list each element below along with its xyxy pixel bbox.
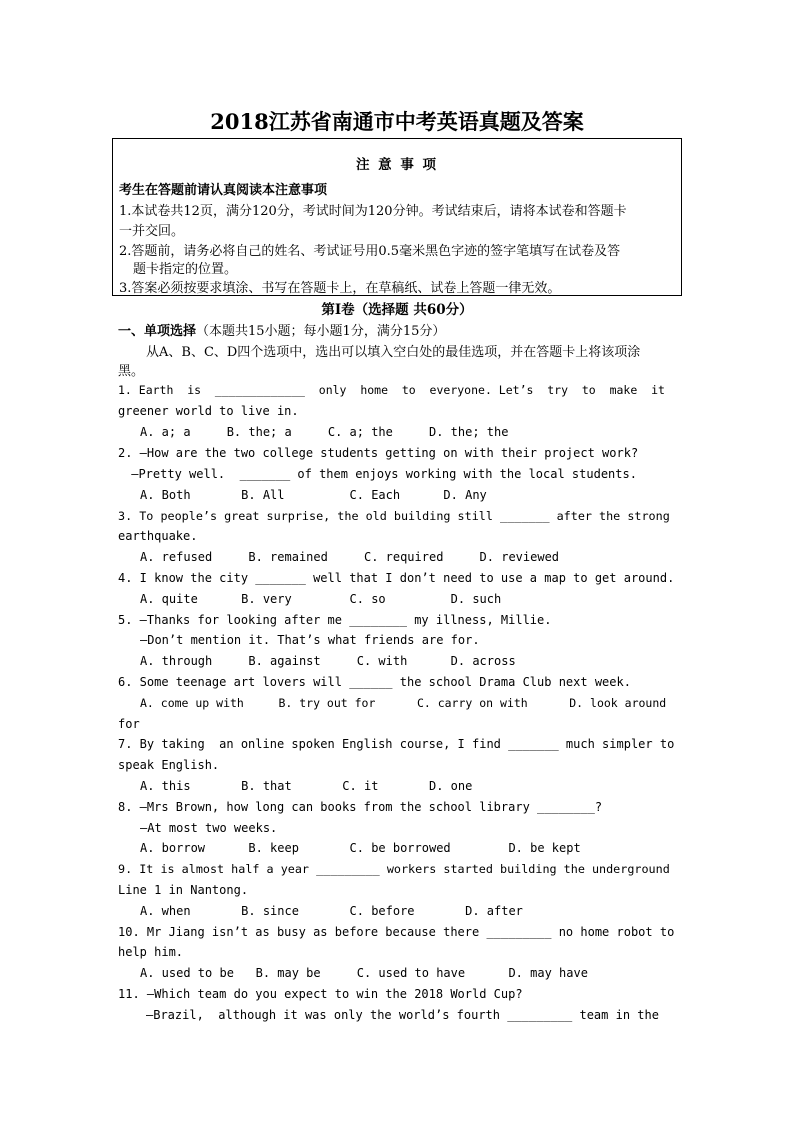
section-instruction: 从A、B、C、D四个选项中，选出可以填入空白处的最佳选项，并在答题卡上将该项涂 [146,345,641,360]
part-title: 第Ⅰ卷（选择题 共60分） [321,302,473,318]
question-7-options: A. this B. that C. it D. one [140,779,473,793]
question-1-cont: greener world to live in. [118,404,299,418]
question-2: 2. —How are the two college students getting on with their project work? [118,446,639,460]
question-8-options: A. borrow B. keep C. be borrowed D. be kept [140,841,581,855]
question-7-cont: speak English. [118,758,220,772]
question-6-options-cont: for [118,717,140,731]
question-8-reply: —At most two weeks. [140,821,278,835]
question-3: 3. To people’s great surprise, the old building still _______ after the strong [118,509,670,523]
question-10: 10. Mr Jiang isn’t as busy as before because there _________ no home robot to [118,925,675,939]
question-3-options: A. refused B. remained C. required D. reviewed [140,550,560,564]
question-6: 6. Some teenage art lovers will ______ the school Drama Club next week. [118,675,631,689]
notice-subheading: 考生在答题前请认真阅读本注意事项 [119,183,328,198]
notice-item-3: 3.答案必须按要求填涂、书写在答题卡上，在草稿纸、试卷上答题一律无效。 [119,281,561,296]
question-6-options: A. come up with B. try out for C. carry on with D. look around [140,696,667,710]
question-5-reply: —Don’t mention it. That’s what friends are for. [140,633,480,647]
question-4: 4. I know the city _______ well that I don’t need to use a map to get around. [118,571,675,585]
question-5: 5. —Thanks for looking after me ________ my illness, Millie. [118,613,552,627]
question-10-cont: help him. [118,945,184,959]
question-1-options: A. a; a B. the; a C. a; the D. the; the [140,425,509,439]
notice-item-1-cont: 一并交回。 [119,224,185,239]
question-7: 7. By taking an online spoken English course, I find _______ much simpler to [118,737,675,751]
question-10-options: A. used to be B. may be C. used to have D. may have [140,966,588,980]
section-info: （本题共15小题；每小题1分，满分15分） [196,324,446,339]
question-9: 9. It is almost half a year _________ workers started building the underground [118,862,670,876]
notice-item-1: 1.本试卷共12页，满分120分，考试时间为120分钟。考试结束后，请将本试卷和答题卡 [119,204,627,219]
question-11: 11. —Which team do you expect to win the 2018 World Cup? [118,987,523,1001]
question-1: 1. Earth is _____________ only home to everyone. Let’s try to make it [118,383,665,397]
question-4-options: A. quite B. very C. so D. such [140,592,502,606]
question-2-options: A. Both B. All C. Each D. Any [140,488,487,502]
question-8: 8. —Mrs Brown, how long can books from the school library ________? [118,800,603,814]
question-5-options: A. through B. against C. with D. across [140,654,516,668]
page-title: 2018江苏省南通市中考英语真题及答案 [210,109,584,134]
section-instruction-cont: 黑。 [118,364,145,379]
question-9-cont: Line 1 in Nantong. [118,883,249,897]
question-3-cont: earthquake. [118,529,198,543]
section-label: 一、单项选择 [118,324,197,339]
notice-box [112,138,682,296]
notice-heading: 注 意 事 项 [355,157,439,173]
notice-item-2-cont: 题卡指定的位置。 [133,262,238,277]
notice-item-2: 2.答题前，请务必将自己的姓名、考试证号用0.5毫米黑色字迹的签字笔填写在试卷及答 [119,244,621,259]
question-2-reply: —Pretty well. _______ of them enjoys working with the local students. [124,467,637,481]
question-9-options: A. when B. since C. before D. after [140,904,523,918]
section-heading [118,320,445,339]
question-11-reply: —Brazil, although it was only the world’s fourth _________ team in the [146,1008,659,1022]
